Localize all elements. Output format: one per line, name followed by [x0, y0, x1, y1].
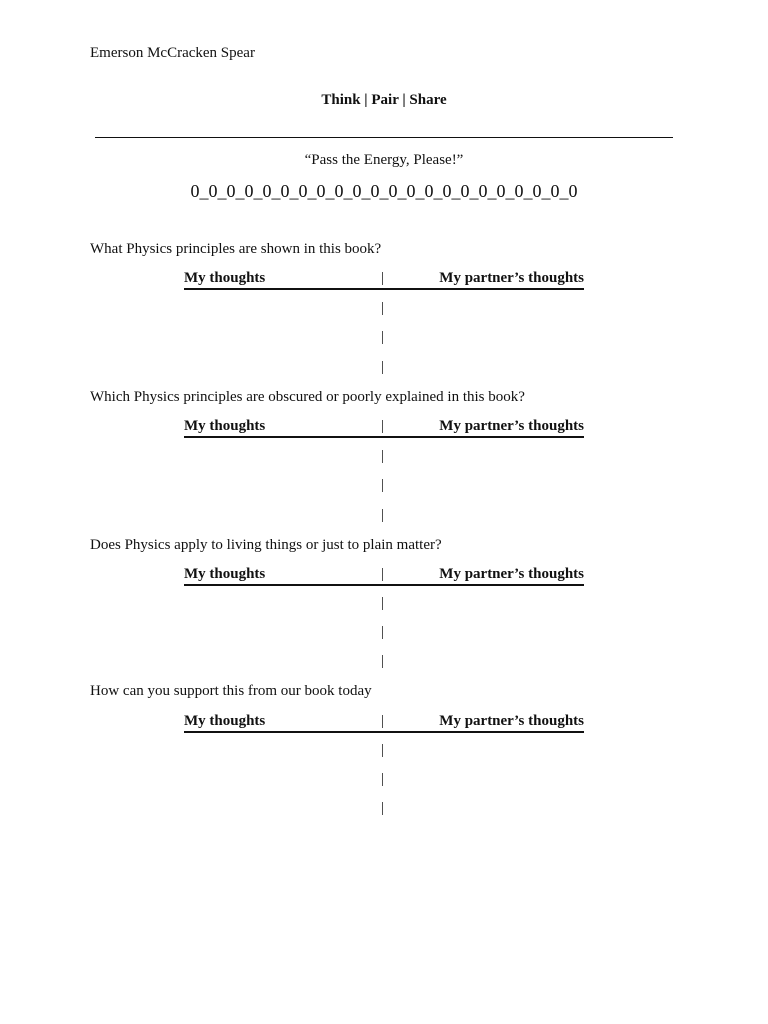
column-divider: | — [381, 595, 385, 611]
thoughts-header-row-1 — [184, 270, 584, 290]
book-title: “Pass the Energy, Please!” — [304, 152, 464, 168]
partner-thoughts-header: My partner’s thoughts — [439, 418, 584, 434]
column-divider: | — [381, 448, 385, 464]
partner-thoughts-header: My partner’s thoughts — [439, 566, 584, 582]
my-thoughts-header: My thoughts — [184, 270, 266, 286]
question-2: Which Physics principles are obscured or poorly explained in this book? — [90, 389, 525, 405]
thoughts-header-row-4 — [184, 713, 584, 733]
column-divider: | — [381, 771, 385, 787]
my-thoughts-header: My thoughts — [184, 418, 266, 434]
column-divider: | — [381, 713, 385, 729]
zero-underscore-line: 0_0_0_0_0_0_0_0_0_0_0_0_0_0_0_0_0_0_0_0_0_0 — [190, 181, 578, 201]
author-name: Emerson McCracken Spear — [90, 45, 255, 61]
partner-thoughts-header: My partner’s thoughts — [439, 270, 584, 286]
column-divider: | — [381, 477, 385, 493]
column-divider: | — [381, 270, 385, 286]
column-divider: | — [381, 800, 385, 816]
column-divider: | — [381, 329, 385, 345]
question-1: What Physics principles are shown in this book? — [90, 241, 382, 257]
column-divider: | — [381, 507, 385, 523]
column-divider: | — [381, 566, 385, 582]
column-divider: | — [381, 624, 385, 640]
column-divider: | — [381, 742, 385, 758]
worksheet-title: Think | Pair | Share — [321, 92, 447, 108]
thoughts-header-row-3 — [184, 566, 584, 586]
partner-thoughts-header: My partner’s thoughts — [439, 713, 584, 729]
my-thoughts-header: My thoughts — [184, 566, 266, 582]
column-divider: | — [381, 653, 385, 669]
column-divider: | — [381, 418, 385, 434]
title-divider-line — [95, 137, 673, 138]
thoughts-header-row-2 — [184, 418, 584, 438]
question-3: Does Physics apply to living things or just to plain matter? — [90, 537, 442, 553]
column-divider: | — [381, 359, 385, 375]
column-divider: | — [381, 300, 385, 316]
my-thoughts-header: My thoughts — [184, 713, 266, 729]
question-4: How can you support this from our book today — [90, 683, 372, 699]
